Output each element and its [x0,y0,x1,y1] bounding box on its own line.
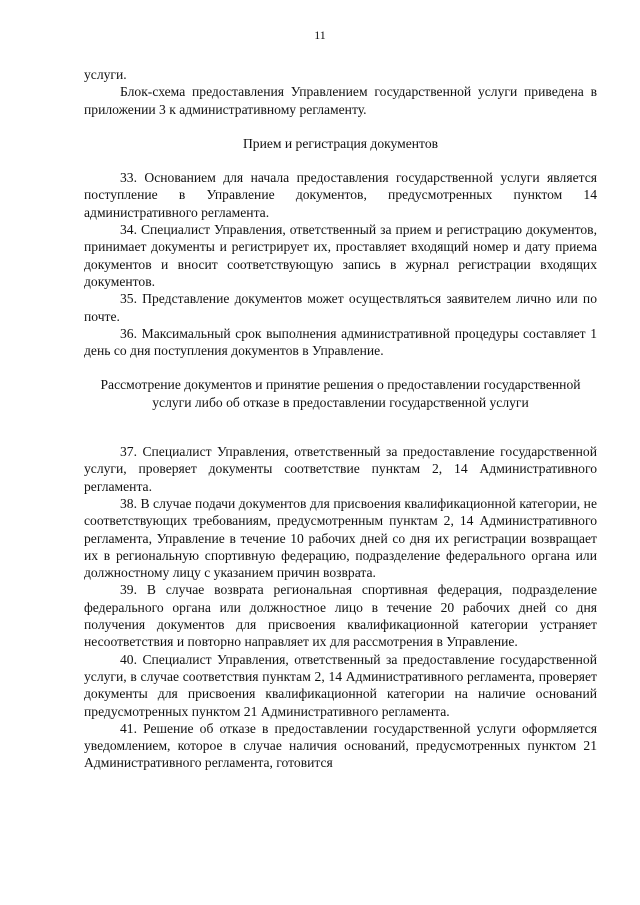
paragraph-36: 36. Максимальный срок выполнения административной процедуры составляет 1 день со дня поступления документов в Управление. [84,325,597,359]
page-number: 11 [314,28,326,42]
paragraph-41: 41. Решение об отказе в предоставлении государственной услуги оформляется уведомлением, которое в случае наличия оснований, предусмотренных пунктом 21 Административного регламента, готовится [84,720,597,771]
paragraph-39: 39. В случае возврата региональная спортивная федерация, подразделение федерального органа или должностное лицо в течение 20 рабочих дней со дня получения документов для присвоения квалификационной категории устраняет несоответствия и повторно направляет их для рассмотрения в Управление. [84,582,597,650]
paragraph-34: 34. Специалист Управления, ответственный за прием и регистрацию документов, принимает документы и регистрирует их, проставляет входящий номер и дату приема документов и вносит соответствующую запись в журнал регистрации входящих документов. [84,222,597,289]
document-body [84,66,597,772]
paragraph-37: 37. Специалист Управления, ответственный за предоставление государственной услуги, проверяет документы соответствие пунктам 2, 14 Административного регламента. [84,444,597,494]
paragraph-flowchart-note: Блок-схема предоставления Управлением государственной услуги приведена в приложении 3 к административному регламенту. [84,84,597,117]
paragraph-33: 33. Основанием для начала предоставления государственной услуги является поступление в Управление документов, предусмотренных пунктом 14 административного регламента. [84,170,597,220]
paragraph-38: 38. В случае подачи документов для присвоения квалификационной категории, не соответствующих требованиям, предусмотренным пунктам 2, 14 Административного регламента, Управление в течение 10 рабочих дней со дня их регистрации возвращает их в региональную спортивную федерацию, подразделение федерального органа или должностному лицу с указанием причин возврата. [84,495,597,581]
paragraph-35: 35. Представление документов может осуществляться заявителем лично или по почте. [84,291,597,324]
section-heading-review: Рассмотрение документов и принятие решения о предоставлении государственной услуги либо об отказе в предоставлении государственной услуги [100,377,581,410]
section-heading-reception: Прием и регистрация документов [242,135,439,151]
paragraph-continuation: услуги. [84,67,127,82]
paragraph-40: 40. Специалист Управления, ответственный за предоставление государственной услуги, в случае соответствия пунктам 2, 14 Административного регламента, проверяет документы для присвоения квалификационной категории на наличие оснований предусмотренных пунктом 21 Административного регламента. [84,651,597,719]
